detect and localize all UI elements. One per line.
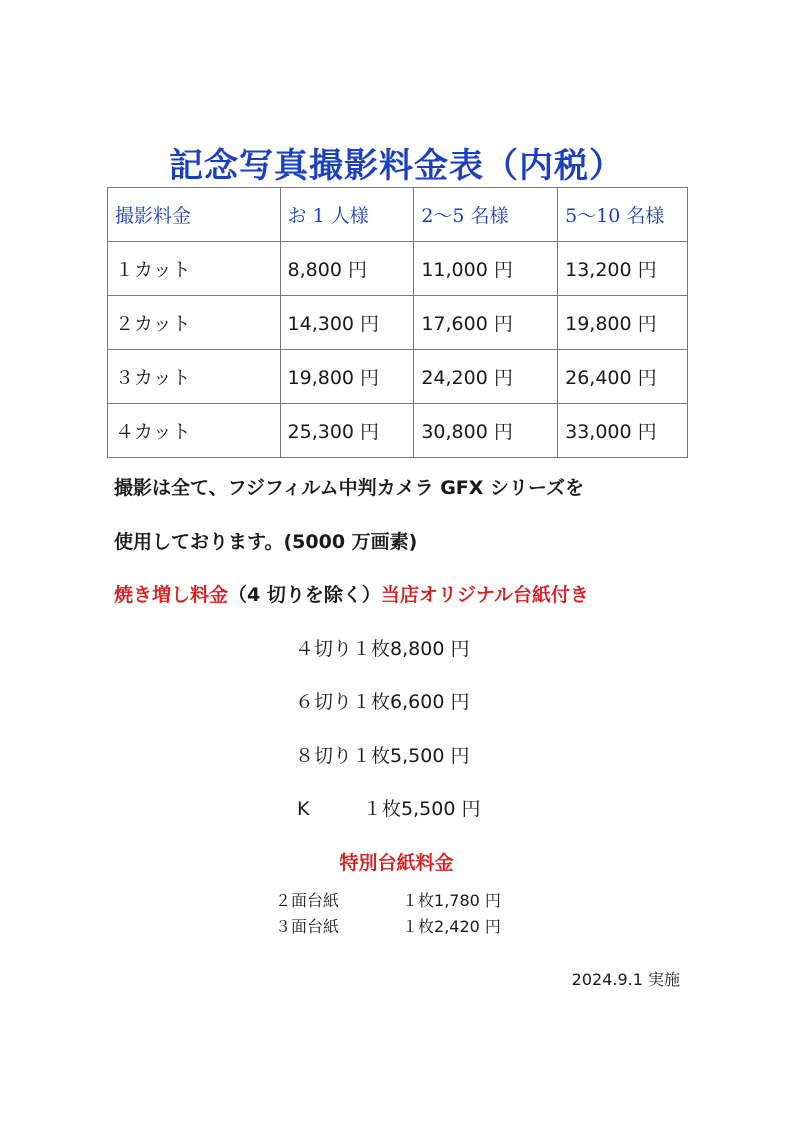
print-price: 8,800 円 bbox=[390, 638, 470, 660]
special-mount-title: 特別台紙料金 bbox=[339, 852, 454, 874]
print-price: 5,500 円 bbox=[401, 798, 481, 820]
price-cell: 26,400 円 bbox=[558, 350, 688, 404]
camera-note-line2: 使用しております。(5000 万画素) bbox=[114, 531, 418, 553]
price-cell: 14,300 円 bbox=[280, 296, 414, 350]
price-cell: 11,000 円 bbox=[414, 242, 558, 296]
row-label: ３カット bbox=[108, 350, 281, 404]
price-cell: 17,600 円 bbox=[414, 296, 558, 350]
column-header-2-5-people: 2〜5 名様 bbox=[414, 188, 558, 242]
extra-print-label: 焼き増し料金 bbox=[114, 584, 229, 606]
mount-qty: １枚 bbox=[402, 891, 435, 910]
column-header-shooting-fee: 撮影料金 bbox=[108, 188, 281, 242]
mount-name: ３面台紙 bbox=[275, 917, 340, 936]
extra-print-condition: （4 切りを除く） bbox=[228, 584, 381, 606]
special-mount-item bbox=[275, 914, 501, 937]
column-header-5-10-people: 5〜10 名様 bbox=[558, 188, 688, 242]
extra-print-mount-note: 当店オリジナル台紙付き bbox=[380, 584, 589, 606]
special-mount-item bbox=[275, 888, 501, 911]
table-row bbox=[108, 296, 688, 350]
table-header-row bbox=[108, 188, 688, 242]
table-row bbox=[108, 350, 688, 404]
print-size: ８切り bbox=[295, 745, 353, 767]
print-size: ４切り bbox=[295, 638, 353, 660]
price-cell: 19,800 円 bbox=[558, 296, 688, 350]
extra-print-heading bbox=[114, 580, 589, 607]
mount-qty: １枚 bbox=[402, 917, 435, 936]
print-qty: １枚 bbox=[363, 798, 402, 820]
mount-name: ２面台紙 bbox=[275, 891, 340, 910]
print-qty: １枚 bbox=[352, 691, 391, 713]
print-qty: １枚 bbox=[352, 745, 391, 767]
camera-note-line1: 撮影は全て、フジフィルム中判カメラ GFX シリーズを bbox=[114, 477, 585, 499]
mount-price: 2,420 円 bbox=[434, 917, 501, 936]
print-price: 5,500 円 bbox=[390, 745, 470, 767]
price-cell: 24,200 円 bbox=[414, 350, 558, 404]
print-price: 6,600 円 bbox=[390, 691, 470, 713]
row-label: ２カット bbox=[108, 296, 281, 350]
price-cell: 13,200 円 bbox=[558, 242, 688, 296]
extra-print-item bbox=[295, 634, 469, 661]
table-row bbox=[108, 242, 688, 296]
extra-print-item bbox=[295, 741, 469, 768]
print-size: ６切り bbox=[295, 691, 353, 713]
price-cell: 19,800 円 bbox=[280, 350, 414, 404]
mount-price: 1,780 円 bbox=[434, 891, 501, 910]
print-qty: １枚 bbox=[352, 638, 391, 660]
row-label: １カット bbox=[108, 242, 281, 296]
effective-date: 2024.9.1 実施 bbox=[571, 970, 680, 989]
column-header-one-person: お 1 人様 bbox=[280, 188, 414, 242]
table-row bbox=[108, 404, 688, 458]
page-title: 記念写真撮影料金表（内税） bbox=[169, 146, 624, 186]
price-cell: 25,300 円 bbox=[280, 404, 414, 458]
extra-print-item bbox=[295, 794, 480, 821]
price-cell: 8,800 円 bbox=[280, 242, 414, 296]
price-cell: 33,000 円 bbox=[558, 404, 688, 458]
row-label: ４カット bbox=[108, 404, 281, 458]
price-cell: 30,800 円 bbox=[414, 404, 558, 458]
price-table bbox=[107, 187, 688, 458]
print-size: K bbox=[297, 798, 310, 820]
extra-print-item bbox=[295, 687, 469, 714]
